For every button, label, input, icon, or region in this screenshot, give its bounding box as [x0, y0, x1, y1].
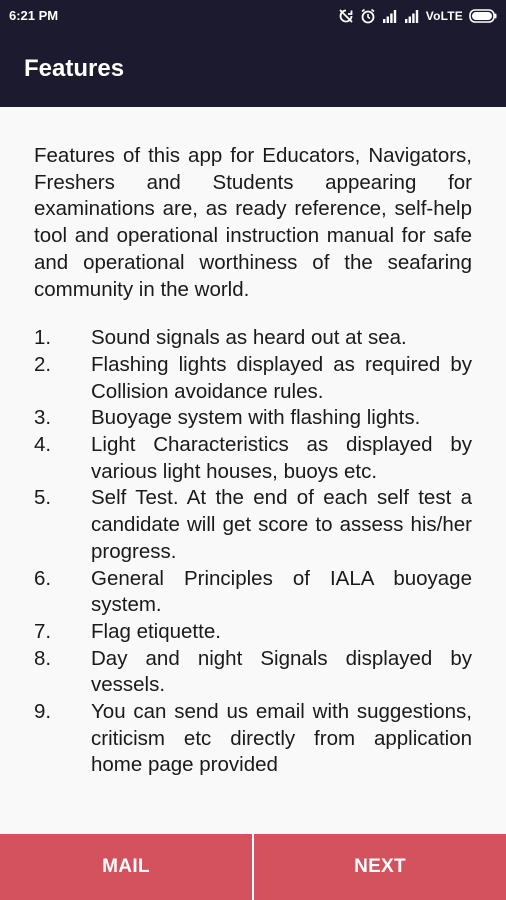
list-item: [34, 646, 472, 699]
list-item-number: 8.: [34, 646, 52, 670]
list-item-text: Self Test. At the end of each self test a candidate will get score to assess his/her progress.: [91, 486, 472, 563]
list-item-number: 3.: [34, 406, 52, 430]
next-button[interactable]: NEXT: [254, 834, 506, 900]
list-item-text: Day and night Signals displayed by vessels.: [91, 646, 472, 697]
list-item-number: 1.: [34, 326, 52, 350]
alarm-icon: [360, 8, 376, 24]
list-item-text: Sound signals as heard out at sea.: [91, 326, 407, 350]
bottom-button-bar: [0, 834, 506, 900]
list-item: [34, 405, 472, 432]
signal-icon: [404, 9, 420, 23]
signal-icon: [382, 9, 398, 23]
list-item-number: 7.: [34, 619, 52, 643]
mail-button[interactable]: MAIL: [0, 834, 252, 900]
list-item-text: You can send us email with suggestions, criticism etc directly from application home page provided: [91, 700, 472, 777]
sync-off-icon: [338, 8, 354, 24]
status-time: 6:21 PM: [9, 8, 59, 23]
features-list: [34, 325, 472, 779]
list-item-number: 5.: [34, 486, 52, 510]
list-item-text: General Principles of IALA buoyage system.: [91, 566, 472, 617]
list-item: [34, 485, 472, 565]
list-item-text: Buoyage system with flashing lights.: [91, 406, 421, 430]
intro-paragraph: Features of this app for Educators, Navigators, Freshers and Students appearing for examinations are, as ready reference, self-help tool and operational instruction manual for safe and operational worthiness of the seafaring community in the world.: [34, 144, 472, 301]
list-item-number: 2.: [34, 352, 52, 376]
list-item: [34, 699, 472, 779]
features-content[interactable]: [0, 107, 506, 834]
page-title: Features: [24, 55, 125, 82]
list-item: [34, 432, 472, 485]
list-item-text: Flag etiquette.: [91, 619, 221, 643]
list-item-number: 4.: [34, 433, 52, 457]
list-item: [34, 325, 472, 352]
app-bar: [0, 31, 506, 107]
status-bar: [0, 0, 506, 31]
list-item-text: Light Characteristics as displayed by various light houses, buoys etc.: [91, 433, 472, 483]
status-icons: [338, 8, 497, 24]
list-item: [34, 352, 472, 405]
list-item-number: 9.: [34, 700, 52, 724]
battery-icon: [469, 9, 497, 23]
list-item-number: 6.: [34, 566, 52, 590]
list-item: [34, 619, 472, 646]
list-item-text: Flashing lights displayed as required by Collision avoidance rules.: [91, 352, 472, 403]
list-item: [34, 566, 472, 619]
network-type: VoLTE: [425, 8, 463, 23]
